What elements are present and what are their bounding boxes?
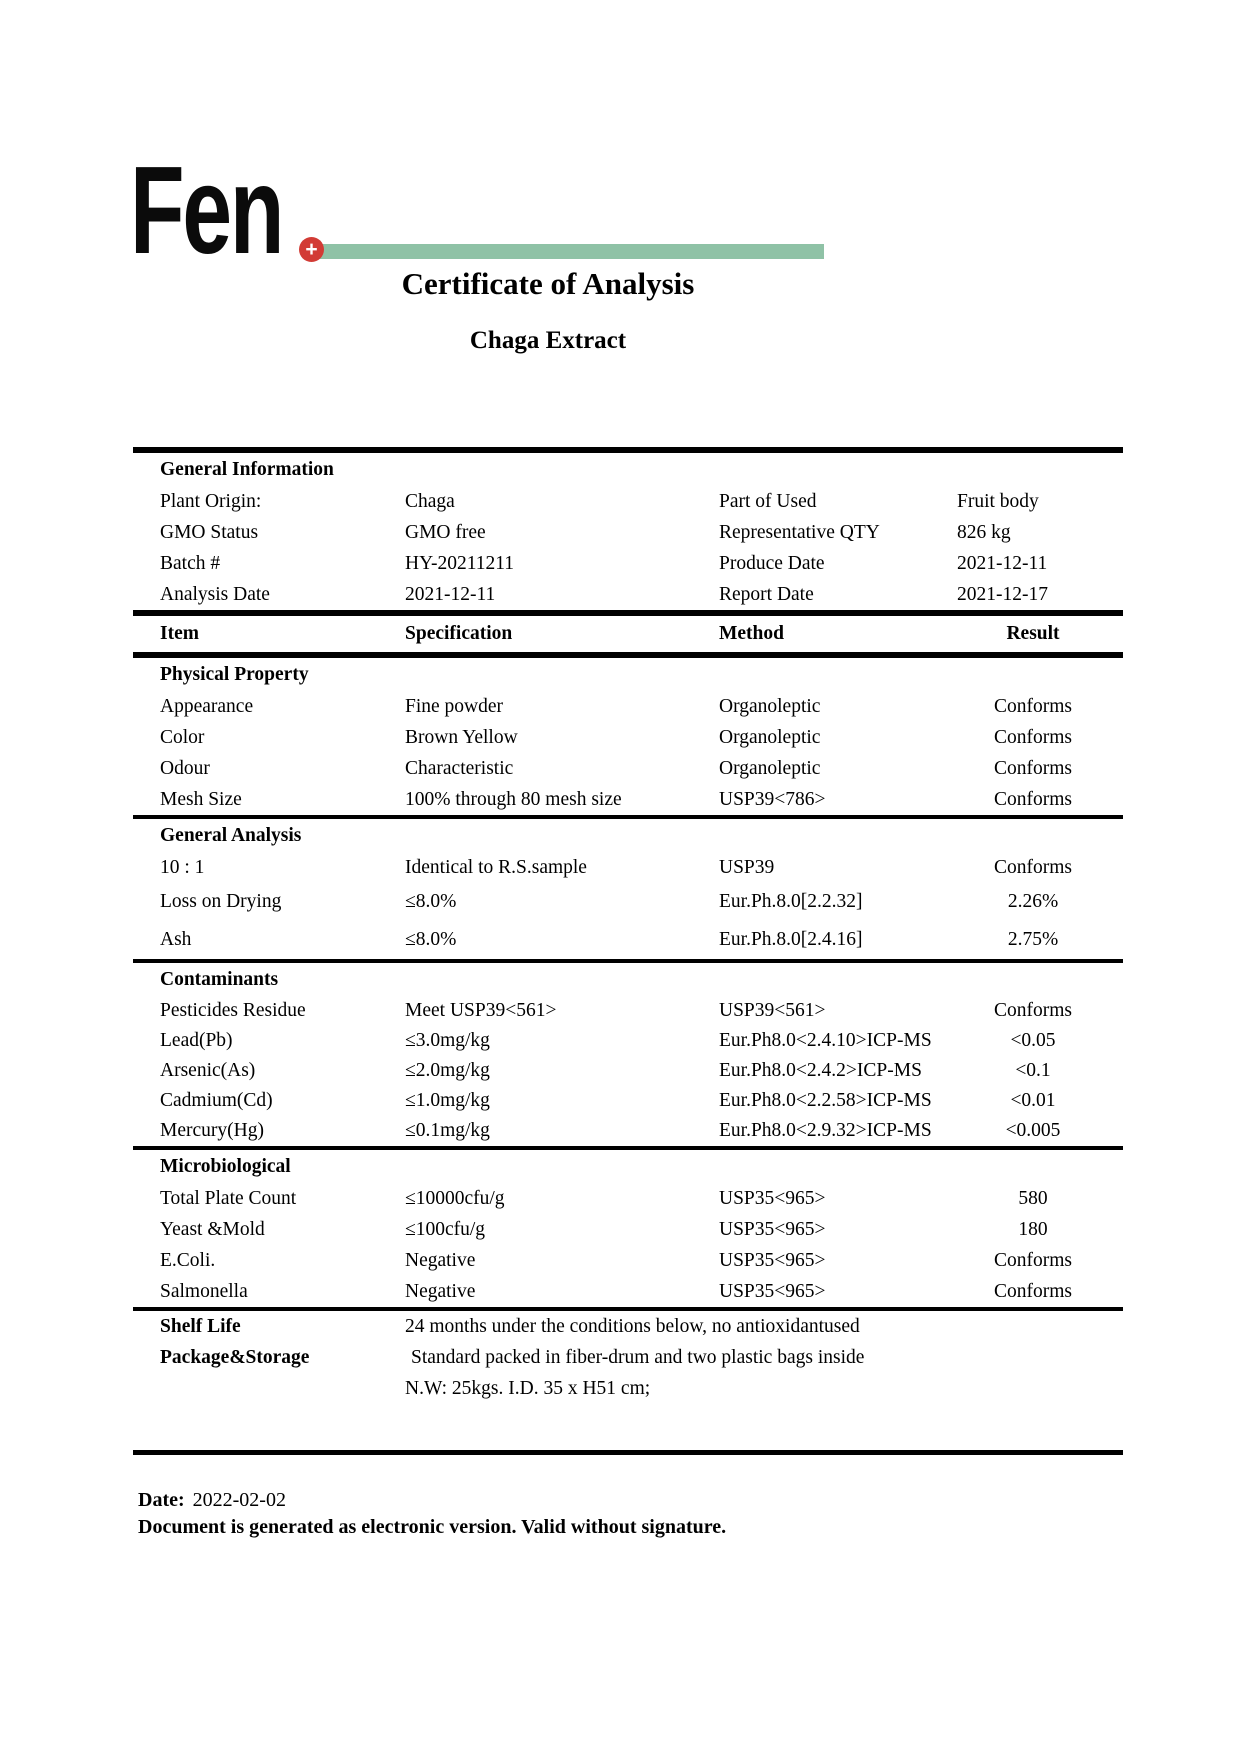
table-row <box>133 1086 1123 1116</box>
result-cell: Conforms <box>994 1000 1072 1021</box>
spec-cell: ≤8.0% <box>405 929 457 950</box>
method-cell: USP35<965> <box>719 1219 826 1240</box>
gi-label: Part of Used <box>719 491 817 512</box>
table-row <box>133 1026 1123 1056</box>
gi-value: Chaga <box>405 491 455 512</box>
column-header-result: Result <box>1006 623 1060 644</box>
result-cell: Conforms <box>994 758 1072 779</box>
section-heading-contaminants: Contaminants <box>160 969 279 990</box>
gi-value: 2021-12-17 <box>957 584 1048 605</box>
general-info-row <box>133 548 1123 579</box>
gi-value: HY-20211211 <box>405 553 515 574</box>
result-cell: 2.26% <box>1007 891 1059 912</box>
result-cell: Conforms <box>994 1250 1072 1271</box>
gi-label: Analysis Date <box>160 584 270 605</box>
footer <box>138 1487 726 1541</box>
table-row <box>133 691 1123 722</box>
column-header-row <box>133 616 1123 652</box>
method-cell: Eur.Ph8.0<2.4.2>ICP-MS <box>719 1060 922 1081</box>
gi-label: Representative QTY <box>719 522 880 543</box>
item-cell: Yeast &Mold <box>160 1219 265 1240</box>
result-cell: <0.005 <box>1005 1120 1061 1141</box>
spec-cell: Negative <box>405 1250 476 1271</box>
footer-note: Document is generated as electronic version. Valid without signature. <box>138 1516 727 1538</box>
section-heading-microbiological: Microbiological <box>160 1156 291 1177</box>
item-cell: Cadmium(Cd) <box>160 1090 273 1111</box>
divider <box>133 1450 1123 1455</box>
item-cell: Appearance <box>160 696 254 717</box>
result-cell: Conforms <box>994 1281 1072 1302</box>
method-cell: USP39<786> <box>719 789 826 810</box>
table-row <box>133 1214 1123 1245</box>
spacer <box>133 1404 1123 1450</box>
product-name: Chaga Extract <box>469 327 627 354</box>
result-cell: <0.05 <box>1010 1030 1056 1051</box>
section-heading-physical-property: Physical Property <box>160 664 309 685</box>
spec-cell: Negative <box>405 1281 476 1302</box>
spec-cell: ≤8.0% <box>405 891 457 912</box>
spec-cell: ≤3.0mg/kg <box>405 1030 490 1051</box>
table-row <box>133 996 1123 1026</box>
spec-cell: Meet USP39<561> <box>405 1000 557 1021</box>
spec-cell: ≤1.0mg/kg <box>405 1090 490 1111</box>
table-row <box>133 883 1123 921</box>
table-row <box>133 722 1123 753</box>
result-cell: <0.01 <box>1010 1090 1056 1111</box>
logo-plus-icon: + <box>299 237 324 262</box>
result-cell: 2.75% <box>1007 929 1059 950</box>
spec-cell: ≤2.0mg/kg <box>405 1060 490 1081</box>
gi-label: GMO Status <box>160 522 259 543</box>
spec-cell: ≤100cfu/g <box>405 1219 486 1240</box>
result-cell: <0.1 <box>1015 1060 1051 1081</box>
spec-cell: ≤10000cfu/g <box>405 1188 505 1209</box>
result-cell: Conforms <box>994 789 1072 810</box>
method-cell: Eur.Ph8.0<2.9.32>ICP-MS <box>719 1120 932 1141</box>
coa-table <box>133 447 1123 1455</box>
spec-cell: Characteristic <box>405 758 514 779</box>
item-cell: Mercury(Hg) <box>160 1120 264 1141</box>
item-cell: Odour <box>160 758 210 779</box>
column-header-specification: Specification <box>405 623 513 644</box>
item-cell: Arsenic(As) <box>160 1060 256 1081</box>
shelf-life-label: Shelf Life <box>160 1316 241 1337</box>
method-cell: USP35<965> <box>719 1250 826 1271</box>
method-cell: USP35<965> <box>719 1281 826 1302</box>
spec-cell: ≤0.1mg/kg <box>405 1120 490 1141</box>
method-cell: Organoleptic <box>719 696 821 717</box>
table-row <box>133 1056 1123 1086</box>
logo-text: Fen <box>130 142 283 280</box>
table-row <box>133 921 1123 959</box>
item-cell: Color <box>160 727 205 748</box>
method-cell: Organoleptic <box>719 758 821 779</box>
date-value: 2022-02-02 <box>192 1489 286 1511</box>
method-cell: Eur.Ph.8.0[2.2.32] <box>719 891 863 912</box>
general-info-row <box>133 579 1123 610</box>
item-cell: Salmonella <box>160 1281 248 1302</box>
general-info-row <box>133 486 1123 517</box>
item-cell: E.Coli. <box>160 1250 216 1271</box>
shelf-life-row <box>133 1311 1123 1342</box>
shelf-life-value: 24 months under the conditions below, no antioxidantused <box>405 1316 860 1337</box>
date-label: Date: <box>138 1489 185 1511</box>
package-weight-row <box>133 1373 1123 1404</box>
spec-cell: Identical to R.S.sample <box>405 857 587 878</box>
result-cell: Conforms <box>994 727 1072 748</box>
package-weight-value: N.W: 25kgs. I.D. 35 x H51 cm; <box>405 1378 651 1399</box>
table-row <box>133 1116 1123 1146</box>
method-cell: Organoleptic <box>719 727 821 748</box>
empty-cell <box>160 1373 405 1404</box>
table-row <box>133 784 1123 815</box>
gi-label: Report Date <box>719 584 814 605</box>
spec-cell: Brown Yellow <box>405 727 518 748</box>
table-row <box>133 753 1123 784</box>
gi-label: Batch # <box>160 553 221 574</box>
logo-bar <box>305 244 824 259</box>
table-row <box>133 1276 1123 1307</box>
section-heading-general-information: General Information <box>160 459 334 480</box>
spec-cell: Fine powder <box>405 696 504 717</box>
spec-cell: 100% through 80 mesh size <box>405 789 622 810</box>
package-storage-row <box>133 1342 1123 1373</box>
column-header-method: Method <box>719 623 784 644</box>
result-cell: 180 <box>1018 1219 1048 1240</box>
table-row <box>133 852 1123 883</box>
column-header-item: Item <box>160 623 199 644</box>
table-row <box>133 1245 1123 1276</box>
section-heading-general-analysis: General Analysis <box>160 825 302 846</box>
method-cell: Eur.Ph.8.0[2.4.16] <box>719 929 863 950</box>
item-cell: 10 : 1 <box>160 857 205 878</box>
document-title: Certificate of Analysis <box>401 266 695 301</box>
result-cell: 580 <box>1018 1188 1048 1209</box>
item-cell: Lead(Pb) <box>160 1030 233 1051</box>
method-cell: Eur.Ph8.0<2.4.10>ICP-MS <box>719 1030 932 1051</box>
item-cell: Mesh Size <box>160 789 242 810</box>
gi-value: 2021-12-11 <box>957 553 1048 574</box>
item-cell: Ash <box>160 929 192 950</box>
method-cell: USP35<965> <box>719 1188 826 1209</box>
method-cell: USP39 <box>719 857 775 878</box>
method-cell: USP39<561> <box>719 1000 826 1021</box>
general-info-row <box>133 517 1123 548</box>
method-cell: Eur.Ph8.0<2.2.58>ICP-MS <box>719 1090 932 1111</box>
gi-value: 2021-12-11 <box>405 584 496 605</box>
item-cell: Loss on Drying <box>160 891 282 912</box>
gi-label: Plant Origin: <box>160 491 262 512</box>
item-cell: Total Plate Count <box>160 1188 297 1209</box>
result-cell: Conforms <box>994 696 1072 717</box>
gi-value: Fruit body <box>957 491 1039 512</box>
gi-label: Produce Date <box>719 553 825 574</box>
table-row <box>133 1183 1123 1214</box>
package-storage-value: Standard packed in fiber-drum and two plastic bags inside <box>411 1347 865 1368</box>
gi-value: GMO free <box>405 522 486 543</box>
result-cell: Conforms <box>994 857 1072 878</box>
footer-date-line <box>138 1487 726 1514</box>
package-storage-label: Package&Storage <box>160 1347 310 1368</box>
item-cell: Pesticides Residue <box>160 1000 306 1021</box>
gi-value: 826 kg <box>957 522 1011 543</box>
